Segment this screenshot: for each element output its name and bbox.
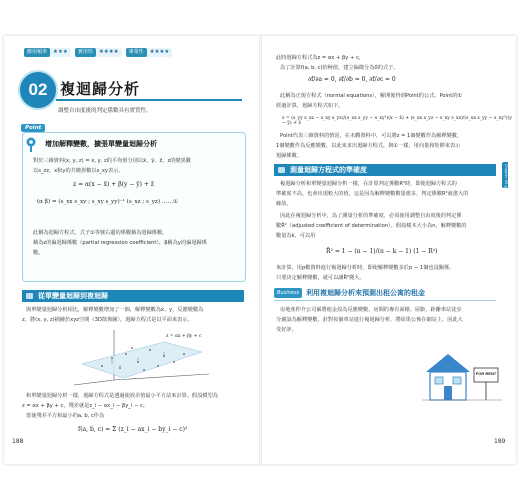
house-roof <box>426 354 470 372</box>
case-heading <box>274 288 425 298</box>
paragraph-line: 準確度不高，也會出現較大的值。這是因為解釋變數數量愈多，判定係數R²就愈大的 <box>276 191 469 197</box>
chapter-divider <box>56 99 242 101</box>
paragraph-line: 1個變數作為反應變數，以此來求出迴歸方程式。與①一樣，用向量和矩陣來表示 <box>276 143 461 149</box>
rating-label: 應用頻率 <box>24 48 50 57</box>
star-icons: ★★★★ <box>149 49 170 55</box>
rating-frequency <box>24 48 71 57</box>
paragraph-line: 複迴歸分析和單變量迴歸分析一樣，在計算判定係數R²時，即使迴歸方程式的 <box>280 181 457 187</box>
paragraph-line: 和單變量迴歸分析一樣，迴歸方程式是透過使誤差值最小平方法來計算。假設模型為 <box>26 393 218 399</box>
chapter-number: 02 <box>18 70 58 110</box>
star-icons: ★★★★ <box>98 49 119 55</box>
section-heading-accuracy: 測量迴歸方程式的準確度 <box>274 164 496 176</box>
star-icons: ★★★ <box>53 49 68 55</box>
point-title: 增加解釋變數，擴張單變量迴歸分析 <box>45 140 157 148</box>
paragraph-line: 分鐘設為解釋變數，針對每個車站進行複迴歸分析，將結果公佈在網站上，因此大 <box>276 317 463 323</box>
least-squares-formula: f(a, b, c) = Σ (z_i − ax_i − by_i − c)² <box>78 426 188 433</box>
rating-bar <box>24 48 172 57</box>
case-title: 利用複迴歸分析來預測出租公寓的租金 <box>306 289 426 297</box>
paragraph-line: 此時迴歸方程式為z = αx + βy + c， <box>276 55 365 61</box>
paragraph-line: 受好評。 <box>276 327 297 333</box>
paragraph-line: 房地產仲介公司累將租金設為反應變數，房間的專有面積、屋齡、距離車站徒步 <box>280 307 462 313</box>
regression-plane <box>82 342 202 378</box>
book-spread <box>4 36 516 464</box>
chapter-title: 複迴歸分析 <box>60 80 141 98</box>
page-number: 188 <box>12 438 24 445</box>
point-line-4: 稱為z的偏迴歸係數（partial regression coefficient），β稱為y的偏迴歸係 <box>33 240 207 246</box>
rating-label: 專業性 <box>126 48 147 57</box>
paragraph-line: Point代表三維資料的情況，在未觀資料中，可以將z = 1個變數作為解釋變數， <box>280 133 463 139</box>
left-page <box>4 36 259 464</box>
point-line-2: 以s_zz，x和y的共變異數以s_xy表示。 <box>33 168 124 174</box>
chapter-subtitle: 調整自由度後的判定係數具有實質性。 <box>58 108 152 114</box>
paragraph-line: 迴歸係數。 <box>276 153 302 159</box>
paragraph-line: z = αx + βy + c，殘差就是z_i − αx_i − βy_i − c。 <box>22 403 148 409</box>
case-divider <box>274 300 496 301</box>
paragraph-line: 緣故。 <box>276 201 292 207</box>
paragraph-line: 數量為k，可以用 <box>276 233 316 239</box>
point-line-3: 此稱為迴歸方程式，式子①等號右邊的係數稱為迴歸係數。 <box>33 230 168 236</box>
plane-equation-label: z = αx + βy + c <box>166 334 202 339</box>
paragraph-line: 當使殘差平方和最小的a, b, c作為 <box>26 413 105 419</box>
rating-expertise <box>126 48 173 57</box>
section-heading-multiple-regression: 從單變量迴歸到複迴歸 <box>22 290 244 302</box>
paragraph-line: 經過計算，迴歸方程式如下。 <box>276 103 344 109</box>
chapter-side-label: Chapter 05 迴歸分析 <box>504 164 508 200</box>
paragraph-line: 數R̄²（adjusted coefficient of determination）。假設樣本大小為n，解釋變數的 <box>276 223 467 229</box>
paragraph-line: 因此在複迴歸分析中，為了測量分析的準確度，必須使用調整自由度後的判定係 <box>280 213 462 219</box>
partial-derivative-formula: ∂f/∂a = 0, ∂f/∂b = 0, ∂f/∂c = 0 <box>308 76 396 83</box>
point-box <box>22 125 246 282</box>
point-line-1: 對於三維資料(x, y, z) = x, y, z的平均值分別以x̄、ȳ、z̄，z的變異數 <box>33 158 191 164</box>
regression-equation: z = (s_yy s_xz − s_xy s_yz)/(s_xx s_yy − s_xy²)(x − x̄) + (s_xx s_yz − s_xy s_xz)/(s_xx s_yy − s_xy²)(y − ȳ) + z̄ <box>282 116 512 126</box>
paragraph-line: 來計算，用p數資料進行複迴歸分析時，即使解釋變數多於p − 1個也沒關係， <box>276 265 455 271</box>
paragraph-line: 只要決定解釋變數，就可以讓R̄²變大。 <box>276 275 365 281</box>
case-badge: Business <box>274 288 302 298</box>
x-axis <box>74 380 114 385</box>
window-icon <box>453 377 461 384</box>
page-number: 189 <box>494 438 506 445</box>
pin-icon <box>25 137 37 153</box>
window-icon <box>435 377 443 384</box>
door-icon <box>444 386 452 400</box>
paragraph-line: 與單變量迴歸分析相比，解釋變數增加了一個，解釋變數為x、y，反應變數為 <box>26 307 204 313</box>
point-matrix: (α β) = (s_xx s_xy ; s_xy s_yy)⁻¹ (s_xz ; s_yz) ……① <box>37 199 178 205</box>
point-formula: z = α(x − x̄) + β(y − ȳ) + z̄ <box>73 181 154 188</box>
scatter-3d-plot <box>54 328 214 386</box>
rating-practicality <box>75 48 122 57</box>
house-illustration <box>422 342 502 404</box>
paragraph-line: 為了計算f(a, b, c)的極值，建立偏微分為0的式子。 <box>280 65 399 71</box>
paragraph-line: z，將(x, y, z)描繪於xyz空間（3D散佈圖），迴歸方程式是以平面來表示。 <box>22 317 193 323</box>
point-line-5: 數。 <box>33 250 44 256</box>
right-page <box>262 36 516 464</box>
rating-label: 實用性 <box>75 48 96 57</box>
rent-sign-text: FOR RENT <box>475 371 497 376</box>
point-tag: Point <box>21 124 45 132</box>
adjusted-r2-formula: R̄² = 1 − (n − 1)/(n − k − 1) (1 − R²) <box>326 248 438 255</box>
paragraph-line: 此稱為正規方程式（normal equations），解開後得到Point的公式。Point的① <box>280 93 463 99</box>
